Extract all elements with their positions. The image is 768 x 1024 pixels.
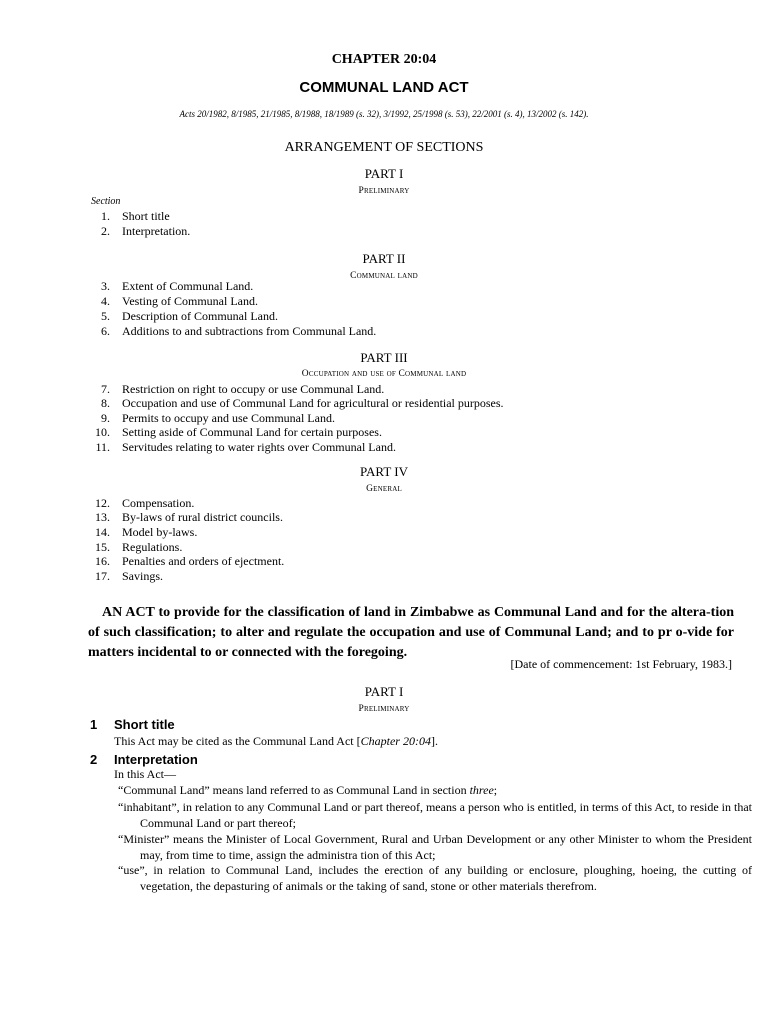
toc-item [0,569,768,584]
toc-item-number: 13. [95,510,110,524]
definition: “inhabitant”, in relation to any Communal Land or part thereof, means a person who is entitled, in terms of this Act, to reside in that Communal Land or part thereof; [118,800,752,830]
toc-item-number: 12. [95,496,110,510]
commencement-date: [Date of commencement: 1st February, 1983.] [510,657,732,671]
toc-item [0,396,768,411]
text-fragment: This Act may be cited as the Communal Land Act [ [114,734,361,748]
toc-item-number: 14. [95,525,110,539]
toc-item-text: Model by-laws. [122,525,198,539]
toc-item [0,382,768,397]
text-fragment: ; [493,783,498,797]
toc-item-number: 5. [101,309,110,323]
definition [118,782,752,798]
toc-item-text: Interpretation. [122,224,191,238]
toc-item-number: 7. [101,382,110,396]
chapter-reference: Chapter 20:04 [360,734,431,748]
toc-item-number: 4. [101,294,110,308]
toc-item-number: 17. [95,569,110,583]
toc-item-number: 16. [95,554,110,568]
section-text [114,734,438,749]
toc-item [0,294,768,309]
toc-item [0,554,768,569]
toc-item-text: By-laws of rural district councils. [122,510,283,524]
toc-item-number: 2. [101,224,110,238]
toc-item-text: Occupation and use of Communal Land for agricultural or residential purposes. [122,396,504,410]
toc-item [0,224,768,239]
definition: “use”, in relation to Communal Land, includes the erection of any building or enclosure, ploughing, hoeing, the cutting of vegetation, the depasturing of animals or the taking of sand, stone or other materials therefrom. [118,863,752,893]
toc-item-number: 15. [95,540,110,554]
toc-item [0,540,768,555]
toc-item-text: Description of Communal Land. [122,309,278,323]
toc-item-text: Additions to and subtractions from Communal Land. [122,324,377,338]
part-heading: PART I [364,684,404,699]
toc-item-text: Extent of Communal Land. [122,279,254,293]
toc-item-number: 8. [101,396,110,410]
toc-item [0,209,768,224]
part-subheading: Preliminary [358,186,410,196]
toc-item [0,324,768,339]
toc-item-text: Penalties and orders of ejectment. [122,554,285,568]
part-heading: PART III [360,350,408,365]
toc-item [0,279,768,294]
part-subheading: Preliminary [358,704,410,714]
part-subheading: Communal land [350,271,418,281]
toc-item-text: Vesting of Communal Land. [122,294,258,308]
part-subheading: Occupation and use of Communal land [301,369,467,379]
section-intro: In this Act— [114,767,176,781]
toc-item-text: Regulations. [122,540,183,554]
toc-item-text: Restriction on right to occupy or use Communal Land. [122,382,385,396]
part-heading: PART I [364,166,404,181]
toc-item [0,425,768,440]
definition: “Minister” means the Minister of Local Government, Rural and Urban Development or any other Minister to whom the President may, from time to time, assign the administra tion of this Act; [118,832,752,862]
text-fragment: ]. [430,734,438,748]
act-title: COMMUNAL LAND ACT [299,79,469,96]
section-number: 2 [90,752,98,767]
arrangement-heading: ARRANGEMENT OF SECTIONS [284,140,484,155]
text-fragment: “Communal Land” means land referred to as Communal Land in section [118,783,470,797]
toc-item-number: 9. [101,411,110,425]
toc-item-text: Compensation. [122,496,195,510]
section-number: 1 [90,717,98,732]
toc-item [0,411,768,426]
toc-item [0,525,768,540]
toc-item-number: 1. [101,209,110,223]
toc-item-text: Servitudes relating to water rights over Communal Land. [122,440,396,454]
toc-item [0,309,768,324]
toc-item [0,440,768,455]
part-subheading: General [366,484,402,494]
part-heading: PART II [362,251,406,266]
toc-item-number: 11. [95,440,110,454]
section-reference: three [469,783,494,797]
toc-item-number: 3. [101,279,110,293]
section-title: Short title [114,717,175,732]
toc-item-number: 6. [101,324,110,338]
toc-item-text: Setting aside of Communal Land for certain purposes. [122,425,382,439]
part-heading: PART IV [360,464,408,479]
toc-item-number: 10. [95,425,110,439]
toc-item [0,496,768,511]
long-title-text: AN ACT to provide for the classification of land in Zimbabwe as Communal Land and for the altera-tion of such classification; to alter and regulate the occupation and use of Communal Land; and to pr o-vide for matters incidental to or connected with the foregoing. [88,605,734,660]
amending-acts: Acts 20/1982, 8/1985, 21/1985, 8/1988, 18/1989 (s. 32), 3/1992, 25/1998 (s. 53), 22/2001 (s. 4), 13/2002 (s. 142). [179,109,589,119]
toc-item [0,510,768,525]
long-title [88,603,734,663]
section-label: Section [91,196,121,207]
toc-item-text: Short title [122,209,170,223]
toc-item-text: Savings. [122,569,164,583]
chapter-number: CHAPTER 20:04 [331,52,437,67]
section-title: Interpretation [114,752,198,767]
toc-item-text: Permits to occupy and use Communal Land. [122,411,335,425]
